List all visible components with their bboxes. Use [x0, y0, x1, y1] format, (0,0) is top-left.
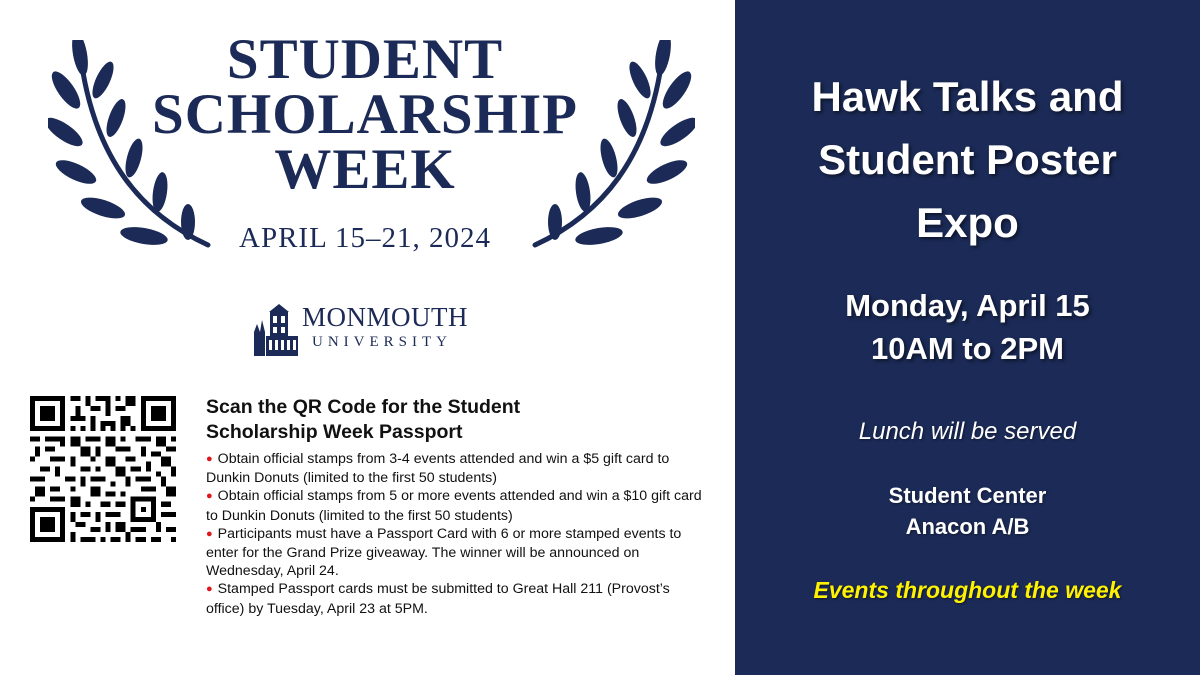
location-line: Anacon A/B — [905, 514, 1030, 539]
list-item-text: Obtain official stamps from 5 or more events attended and win a $10 gift card to Dunkin Donuts (limited to the first 50 students) — [206, 488, 702, 524]
title-line: SCHOLARSHIP — [152, 83, 578, 146]
title-line: STUDENT — [226, 28, 504, 91]
scholarship-week-title — [140, 28, 590, 201]
heading-line: Scholarship Week Passport — [206, 421, 463, 443]
university-name: MONMOUTH — [302, 302, 468, 332]
list-item — [206, 450, 711, 487]
event-title-line: Student Poster — [818, 136, 1117, 183]
bullet-dot-icon: ● — [206, 527, 213, 540]
title-line: WEEK — [274, 138, 456, 201]
list-item — [206, 487, 711, 524]
list-item-text: Stamped Passport cards must be submitted to Great Hall 211 (Provost’s office) by Tuesday, April 23 at 5PM. — [206, 581, 670, 617]
lunch-note: Lunch will be served — [858, 418, 1077, 445]
list-item-text: Participants must have a Passport Card with 6 or more stamped events to enter for the Grand Prize giveaway. The winner will be announced on Wednesday, April 24. — [206, 525, 682, 580]
event-title-line: Hawk Talks and — [811, 73, 1124, 120]
events-note: Events throughout the week — [813, 577, 1122, 603]
event-time-line: 10AM to 2PM — [871, 331, 1064, 366]
right-panel — [735, 0, 1200, 675]
bullet-dot-icon: ● — [206, 490, 213, 503]
location-line: Student Center — [888, 483, 1047, 508]
qr-code-icon[interactable] — [30, 396, 176, 542]
university-tower-icon — [252, 302, 300, 356]
passport-rules-list — [206, 450, 711, 618]
scholarship-week-dates: APRIL 15–21, 2024 — [239, 222, 491, 254]
university-sub: UNIVERSITY — [312, 334, 452, 350]
bullet-dot-icon: ● — [206, 583, 213, 596]
list-item — [206, 525, 711, 581]
heading-line: Scan the QR Code for the Student — [206, 396, 521, 418]
event-date — [735, 284, 1200, 370]
list-item — [206, 580, 711, 617]
passport-info — [206, 395, 711, 618]
event-title-line: Expo — [916, 199, 1019, 246]
passport-heading — [206, 395, 711, 445]
event-title — [735, 65, 1200, 254]
bullet-dot-icon: ● — [206, 453, 213, 465]
university-logo — [252, 302, 492, 358]
list-item-text: Obtain official stamps from 3-4 events attended and win a $5 gift card to Dunkin Donuts (limited to the first 50 students) — [206, 451, 670, 487]
event-location — [735, 480, 1200, 542]
event-date-line: Monday, April 15 — [845, 288, 1090, 323]
